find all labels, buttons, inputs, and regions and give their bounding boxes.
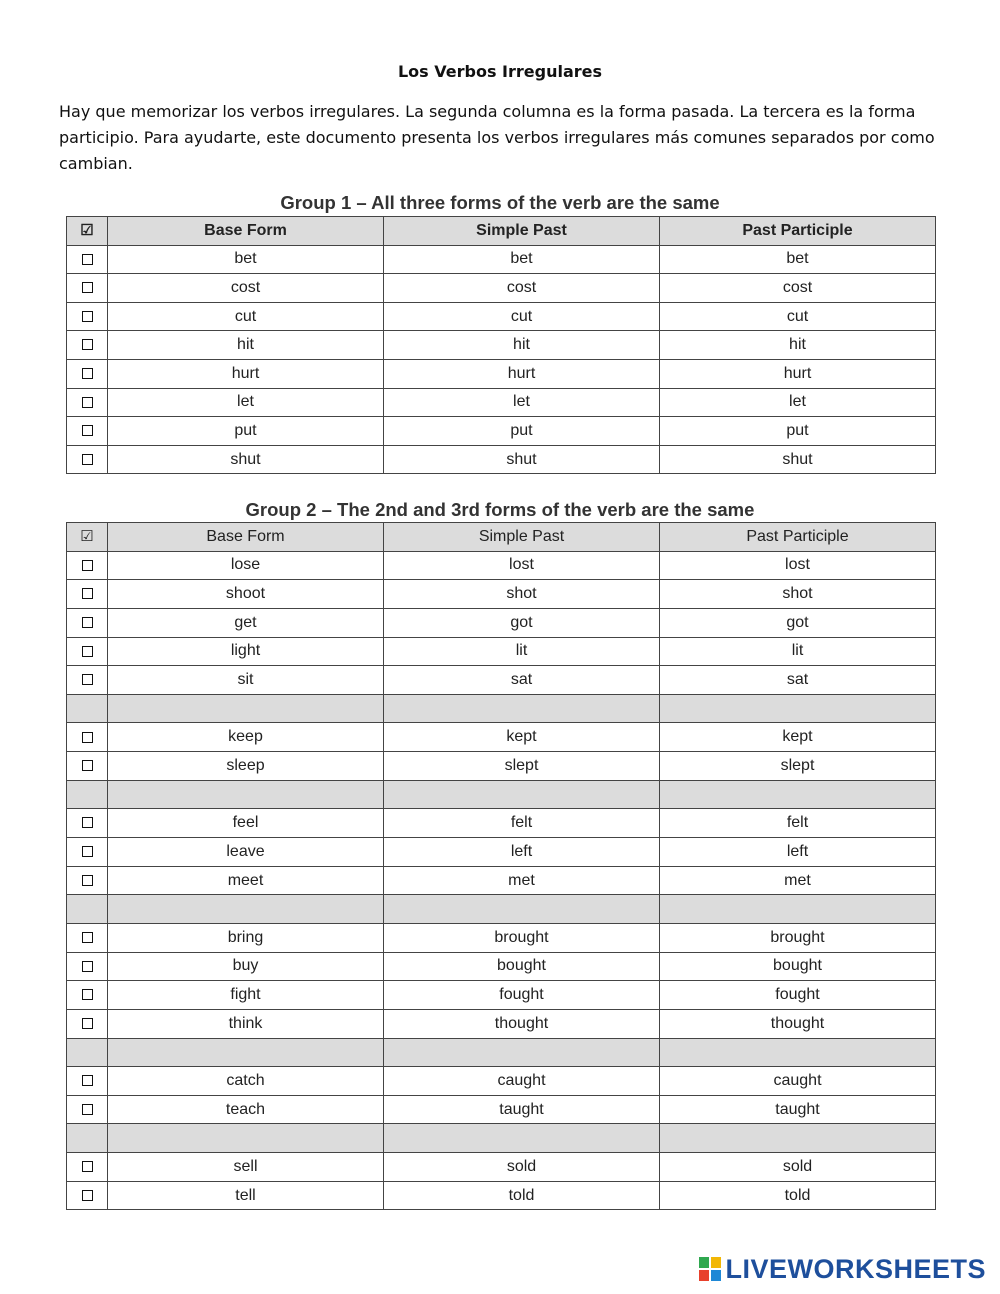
checkbox-cell: [67, 723, 108, 752]
past-participle-cell: met: [660, 866, 936, 895]
checkbox-cell: [67, 923, 108, 952]
base-form-cell: think: [108, 1009, 384, 1038]
checkbox-cell: [67, 388, 108, 417]
checkbox[interactable]: [82, 454, 93, 465]
blank-cell: [108, 1038, 384, 1067]
table-row-separator: [67, 1038, 936, 1067]
blank-cell: [108, 895, 384, 924]
simple-past-cell: sat: [384, 666, 660, 695]
table-row: [67, 580, 936, 609]
base-form-cell: shoot: [108, 580, 384, 609]
past-participle-cell: cost: [660, 274, 936, 303]
checkbox[interactable]: [82, 1161, 93, 1172]
checkbox-cell: [67, 359, 108, 388]
base-form-cell: keep: [108, 723, 384, 752]
base-form-cell: teach: [108, 1095, 384, 1124]
base-form-cell: sell: [108, 1153, 384, 1182]
group2-table: [66, 522, 936, 1210]
checkbox-cell: [67, 1067, 108, 1096]
table-row: [67, 838, 936, 867]
base-form-cell: cut: [108, 302, 384, 331]
base-form-cell: light: [108, 637, 384, 666]
table-row: [67, 551, 936, 580]
table-row-separator: [67, 780, 936, 809]
past-participle-cell: left: [660, 838, 936, 867]
checkbox-cell: [67, 245, 108, 274]
past-participle-cell: felt: [660, 809, 936, 838]
simple-past-cell: felt: [384, 809, 660, 838]
blank-cell: [384, 694, 660, 723]
table-row: [67, 952, 936, 981]
checkbox-cell: [67, 981, 108, 1010]
blank-cell: [384, 895, 660, 924]
simple-past-cell: brought: [384, 923, 660, 952]
past-participle-cell: sat: [660, 666, 936, 695]
base-form-cell: sleep: [108, 752, 384, 781]
blank-cell: [384, 1038, 660, 1067]
simple-past-cell: cost: [384, 274, 660, 303]
table-row: [67, 866, 936, 895]
table-row-separator: [67, 895, 936, 924]
checkbox[interactable]: [82, 339, 93, 350]
blank-cell: [660, 694, 936, 723]
base-form-cell: bet: [108, 245, 384, 274]
liveworksheets-logo: [699, 1254, 986, 1284]
table-row: [67, 417, 936, 446]
base-form-cell: meet: [108, 866, 384, 895]
checkbox[interactable]: [82, 732, 93, 743]
table-row: [67, 274, 936, 303]
blank-cell: [660, 895, 936, 924]
checkbox[interactable]: [82, 989, 93, 1000]
base-form-cell: leave: [108, 838, 384, 867]
checkbox-cell: [67, 866, 108, 895]
checkbox-cell: [67, 580, 108, 609]
brand-text: LIVEWORKSHEETS: [725, 1253, 986, 1284]
checkbox[interactable]: [82, 254, 93, 265]
past-participle-cell: thought: [660, 1009, 936, 1038]
simple-past-cell: left: [384, 838, 660, 867]
simple-past-cell: hurt: [384, 359, 660, 388]
blank-cell: [67, 1038, 108, 1067]
table-row: [67, 1009, 936, 1038]
header-past-participle: Past Participle: [660, 217, 936, 246]
header-simple-past: Simple Past: [384, 523, 660, 552]
table-row: [67, 331, 936, 360]
intro-paragraph: Hay que memorizar los verbos irregulares. La segunda columna es la forma pasada. La tercera es la forma participio. Para ayudarte, este documento presenta los verbos irregulares más comunes separados por como cambian.: [59, 102, 935, 173]
checkbox-cell: [67, 1095, 108, 1124]
group1-table: [66, 216, 936, 474]
base-form-cell: bring: [108, 923, 384, 952]
checkbox[interactable]: [82, 846, 93, 857]
past-participle-cell: shot: [660, 580, 936, 609]
base-form-cell: shut: [108, 445, 384, 474]
blank-cell: [384, 1124, 660, 1153]
header-check-icon: ☑: [67, 217, 108, 246]
past-participle-cell: bet: [660, 245, 936, 274]
checkbox-cell: [67, 1153, 108, 1182]
header-simple-past: Simple Past: [384, 217, 660, 246]
header-base-form: Base Form: [108, 217, 384, 246]
past-participle-cell: lost: [660, 551, 936, 580]
simple-past-cell: kept: [384, 723, 660, 752]
past-participle-cell: got: [660, 608, 936, 637]
checkbox-cell: [67, 838, 108, 867]
table-row: [67, 1181, 936, 1210]
table-header-row: [67, 523, 936, 552]
checkbox[interactable]: [82, 397, 93, 408]
table-row: [67, 666, 936, 695]
table-row: [67, 245, 936, 274]
past-participle-cell: hit: [660, 331, 936, 360]
checkbox[interactable]: [82, 1190, 93, 1201]
checkbox[interactable]: [82, 617, 93, 628]
table-row-separator: [67, 694, 936, 723]
header-past-participle: Past Participle: [660, 523, 936, 552]
table-row: [67, 752, 936, 781]
past-participle-cell: caught: [660, 1067, 936, 1096]
simple-past-cell: told: [384, 1181, 660, 1210]
checkbox-cell: [67, 809, 108, 838]
base-form-cell: sit: [108, 666, 384, 695]
past-participle-cell: cut: [660, 302, 936, 331]
past-participle-cell: taught: [660, 1095, 936, 1124]
simple-past-cell: thought: [384, 1009, 660, 1038]
blank-cell: [660, 780, 936, 809]
past-participle-cell: hurt: [660, 359, 936, 388]
header-base-form: Base Form: [108, 523, 384, 552]
checkbox-cell: [67, 445, 108, 474]
blank-cell: [108, 780, 384, 809]
checkbox[interactable]: [82, 311, 93, 322]
past-participle-cell: kept: [660, 723, 936, 752]
checkbox[interactable]: [82, 674, 93, 685]
table-row: [67, 637, 936, 666]
base-form-cell: cost: [108, 274, 384, 303]
blank-cell: [108, 694, 384, 723]
base-form-cell: buy: [108, 952, 384, 981]
table-row: [67, 445, 936, 474]
base-form-cell: fight: [108, 981, 384, 1010]
table-row: [67, 388, 936, 417]
checkbox-cell: [67, 1181, 108, 1210]
checkbox[interactable]: [82, 425, 93, 436]
checkbox-cell: [67, 331, 108, 360]
table-row: [67, 723, 936, 752]
checkbox-cell: [67, 1009, 108, 1038]
base-form-cell: lose: [108, 551, 384, 580]
base-form-cell: get: [108, 608, 384, 637]
past-participle-cell: lit: [660, 637, 936, 666]
checkbox[interactable]: [82, 932, 93, 943]
simple-past-cell: shut: [384, 445, 660, 474]
checkbox[interactable]: [82, 282, 93, 293]
past-participle-cell: put: [660, 417, 936, 446]
checkbox[interactable]: [82, 1075, 93, 1086]
blank-cell: [67, 780, 108, 809]
simple-past-cell: cut: [384, 302, 660, 331]
simple-past-cell: put: [384, 417, 660, 446]
base-form-cell: hurt: [108, 359, 384, 388]
past-participle-cell: fought: [660, 981, 936, 1010]
checkbox-cell: [67, 666, 108, 695]
table-row: [67, 981, 936, 1010]
checkbox[interactable]: [82, 588, 93, 599]
simple-past-cell: lost: [384, 551, 660, 580]
checkbox[interactable]: [82, 1018, 93, 1029]
checkbox[interactable]: [82, 646, 93, 657]
checkbox[interactable]: [82, 560, 93, 571]
header-check-icon: ☑: [67, 523, 108, 552]
checkbox[interactable]: [82, 368, 93, 379]
table-header-row: [67, 217, 936, 246]
base-form-cell: let: [108, 388, 384, 417]
simple-past-cell: bought: [384, 952, 660, 981]
simple-past-cell: fought: [384, 981, 660, 1010]
group2-caption: Group 2 – The 2nd and 3rd forms of the verb are the same: [245, 499, 755, 520]
checkbox-cell: [67, 274, 108, 303]
simple-past-cell: taught: [384, 1095, 660, 1124]
checkbox[interactable]: [82, 817, 93, 828]
past-participle-cell: let: [660, 388, 936, 417]
blank-cell: [108, 1124, 384, 1153]
checkbox-cell: [67, 417, 108, 446]
checkbox[interactable]: [82, 961, 93, 972]
checkbox-cell: [67, 608, 108, 637]
simple-past-cell: slept: [384, 752, 660, 781]
checkbox-cell: [67, 637, 108, 666]
simple-past-cell: sold: [384, 1153, 660, 1182]
table-row-separator: [67, 1124, 936, 1153]
blank-cell: [660, 1038, 936, 1067]
simple-past-cell: shot: [384, 580, 660, 609]
past-participle-cell: sold: [660, 1153, 936, 1182]
base-form-cell: feel: [108, 809, 384, 838]
base-form-cell: catch: [108, 1067, 384, 1096]
past-participle-cell: brought: [660, 923, 936, 952]
checkbox[interactable]: [82, 760, 93, 771]
simple-past-cell: met: [384, 866, 660, 895]
checkbox-cell: [67, 302, 108, 331]
checkbox[interactable]: [82, 875, 93, 886]
blank-cell: [67, 1124, 108, 1153]
simple-past-cell: caught: [384, 1067, 660, 1096]
simple-past-cell: hit: [384, 331, 660, 360]
past-participle-cell: bought: [660, 952, 936, 981]
checkbox-cell: [67, 551, 108, 580]
brand-mark-icon: [699, 1257, 721, 1281]
simple-past-cell: got: [384, 608, 660, 637]
past-participle-cell: shut: [660, 445, 936, 474]
past-participle-cell: slept: [660, 752, 936, 781]
group1-caption: Group 1 – All three forms of the verb are the same: [280, 192, 720, 213]
table-row: [67, 809, 936, 838]
base-form-cell: put: [108, 417, 384, 446]
base-form-cell: tell: [108, 1181, 384, 1210]
table-row: [67, 1153, 936, 1182]
page-title: Los Verbos Irregulares: [397, 62, 603, 81]
blank-cell: [384, 780, 660, 809]
table-row: [67, 359, 936, 388]
checkbox[interactable]: [82, 1104, 93, 1115]
blank-cell: [67, 895, 108, 924]
table-row: [67, 1067, 936, 1096]
table-row: [67, 1095, 936, 1124]
checkbox-cell: [67, 952, 108, 981]
blank-cell: [660, 1124, 936, 1153]
table-row: [67, 923, 936, 952]
table-row: [67, 302, 936, 331]
past-participle-cell: told: [660, 1181, 936, 1210]
simple-past-cell: lit: [384, 637, 660, 666]
table-row: [67, 608, 936, 637]
blank-cell: [67, 694, 108, 723]
base-form-cell: hit: [108, 331, 384, 360]
simple-past-cell: let: [384, 388, 660, 417]
simple-past-cell: bet: [384, 245, 660, 274]
checkbox-cell: [67, 752, 108, 781]
